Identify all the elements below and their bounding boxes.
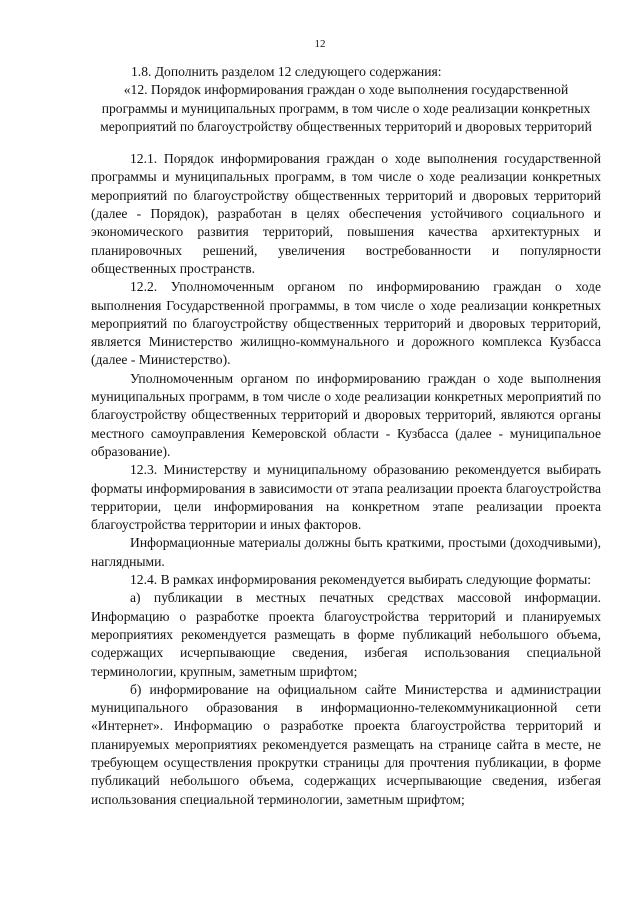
paragraph-materials: Информационные материалы должны быть краткими, простыми (доходчивыми), наглядными. [91, 535, 601, 569]
heading-spacer [91, 136, 601, 150]
paragraph-12-2: 12.2. Уполномоченным органом по информированию граждан о ходе выполнения Государственной программы, в том числе о ходе реализации конкретных мероприятий по благоустройству общественных территорий и дворовых территорий, является Министерство жилищно-коммунального и дорожного комплекса Кузбасса (далее - Министерство). [91, 279, 601, 368]
list-item-a: а) публикации в местных печатных средствах массовой информации. Информацию о разработке проекта благоустройства территорий и планируемых мероприятиях рекомендуется размещать в форме публикаций небольшого объема, содержащих исчерпывающие сведения, избегая использования специальной терминологии, крупным, заметным шрифтом; [91, 590, 601, 679]
paragraph-12-4: 12.4. В рамках информирования рекомендуется выбирать следующие форматы: [130, 572, 592, 588]
section-heading: «12. Порядок информирования граждан о ходе выполнения государственной программы и муниципальных программ, в том числе о ходе реализации конкретных мероприятий по благоустройству общественных территорий и дворовых территорий [100, 82, 592, 134]
paragraph-12-1: 12.1. Порядок информирования граждан о ходе выполнения государственной программы и муниципальных программ, в том числе о ходе реализации конкретных мероприятий по благоустройству общественных территорий и дворовых территорий (далее - Порядок), разработан в целях обеспечения устойчивого социального и экономического развития территорий, повышения качества архитектурных и планировочных решений, увеличения востребованности и популярности общественных пространств. [91, 151, 601, 276]
amendment-lead-line: 1.8. Дополнить разделом 12 следующего содержания: [131, 64, 442, 79]
list-item-b: б) информирование на официальном сайте Министерства и администрации муниципального образования в информационно-телекоммуникационной сети «Интернет». Информацию о разработке проекта благоустройства территорий и планируемых мероприятиях рекомендуется размещать на странице сайта в месте, не требующем осуществления прокрутки страницы для прочтения публикации, в форме публикаций небольшого объема, содержащих исчерпывающие сведения, избегая использования специальной терминологии, заметным шрифтом; [91, 681, 601, 807]
document-body [91, 63, 601, 809]
paragraph-12-3: 12.3. Министерству и муниципальному образованию рекомендуется выбирать форматы информирования в зависимости от этапа реализации проекта благоустройства территории, цели информирования на конкретном этапе реализации проекта благоустройства территории и иных факторов. [91, 462, 601, 533]
page-number: 12 [314, 38, 326, 50]
paragraph-municipal-authority: Уполномоченным органом по информированию граждан о ходе выполнения муниципальных программ, в том числе о ходе реализации конкретных мероприятий по благоустройству общественных территорий и дворовых территорий, являются органы местного самоуправления Кемеровской области - Кузбасса (далее - муниципальное образование). [91, 370, 601, 459]
